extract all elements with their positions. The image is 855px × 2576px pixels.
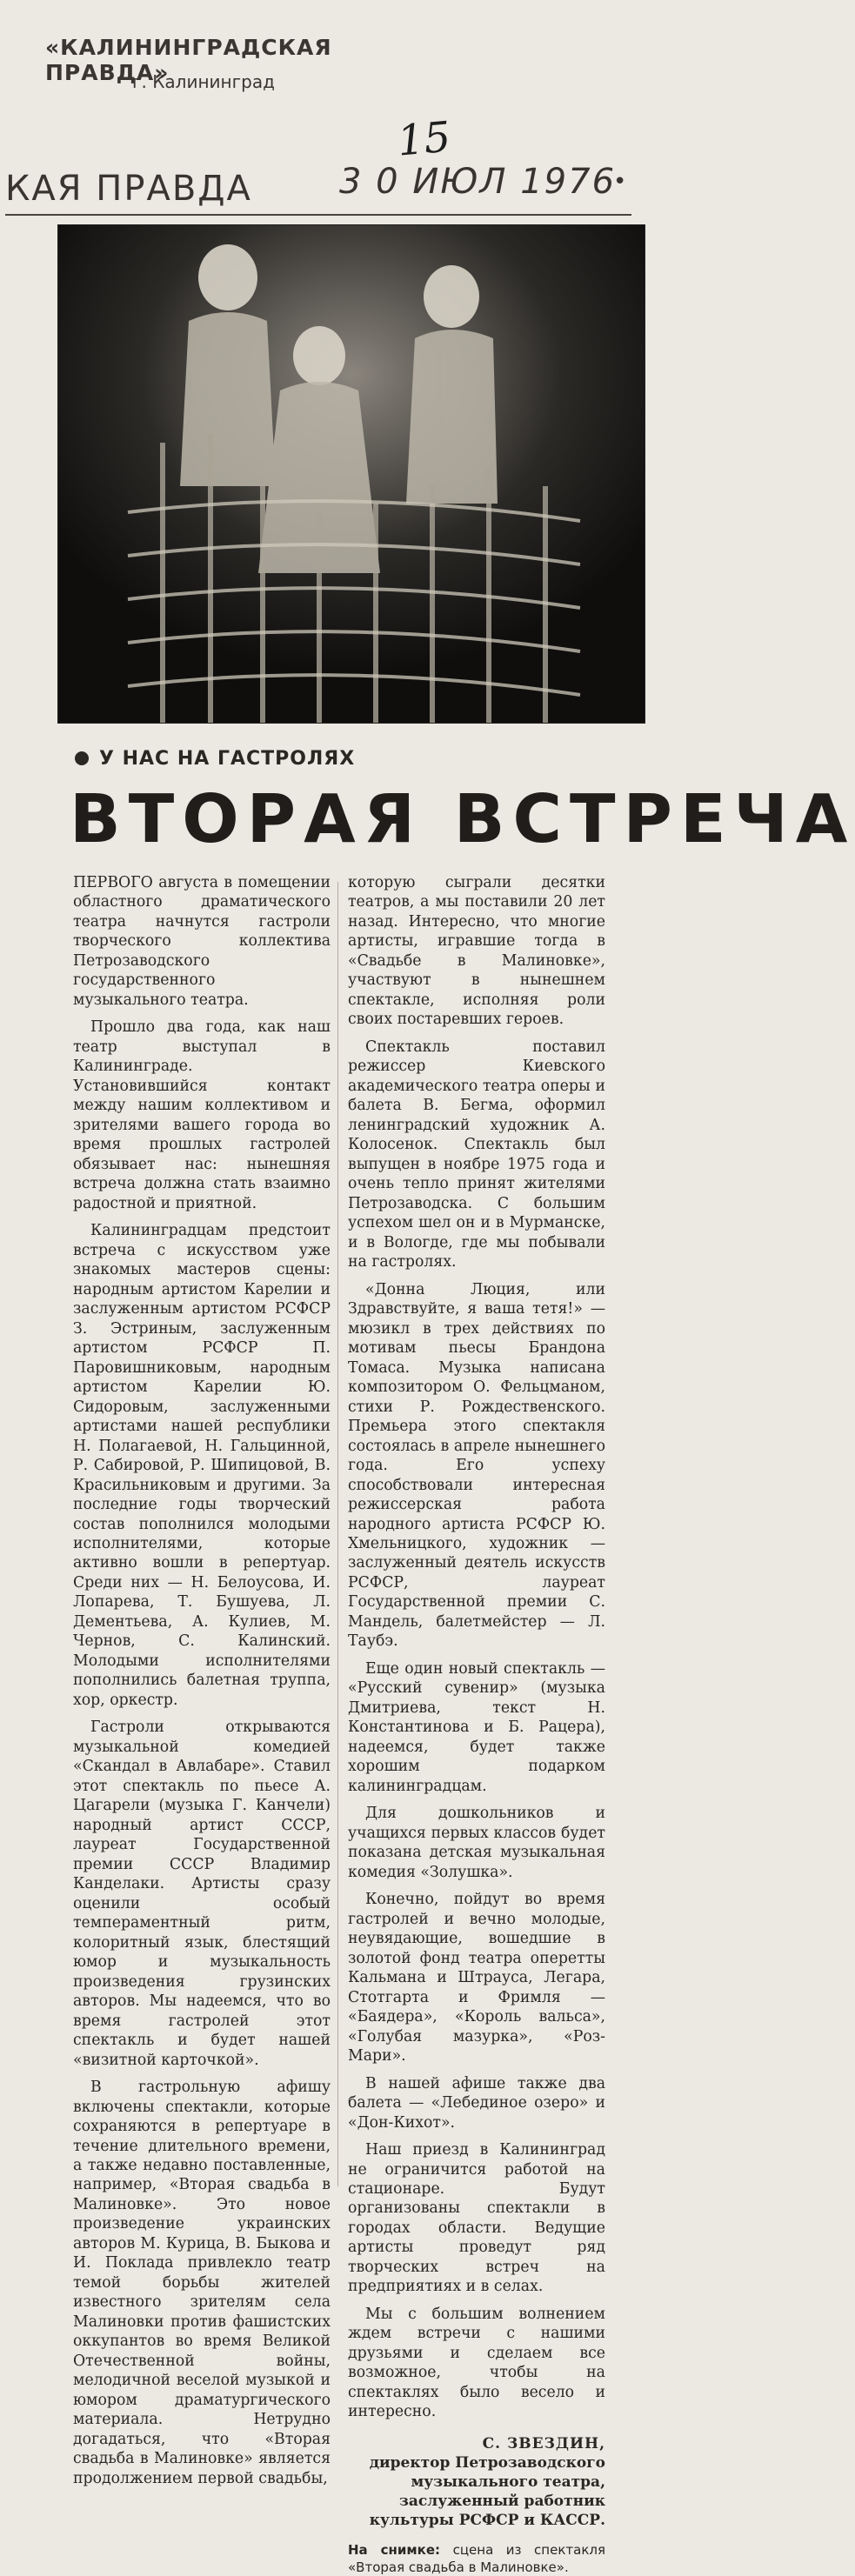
- paragraph: ПЕРВОГО августа в помещении областного драматического театра начнутся гастроли творческого коллектива Петрозаводского государственного музыкального театра.: [73, 874, 331, 1009]
- paragraph: «Донна Люция, или Здравствуйте, я ваша тетя!» — мюзикл в трех действиях по мотивам пьесы Брандона Томаса. Музыка написана композитором О. Фельцманом, стихи Р. Рождественского. Премьера этого спектакля состоялась в апреле нынешнего года. Его успеху способствовали интересная режиссерская работа народного артиста РСФСР Ю. Хмельницкого, художник — заслуженный деятель искусств РСФСР, лауреат Государственной премии С. Мандель, балетмейстер — Л. Таубэ.: [348, 1280, 605, 1651]
- paragraph: Прошло два года, как наш театр выступал в Калининграде. Установившийся контакт между нашим коллективом и зрителями вашего города во время прошлых гастролей обязывает нас: нынешняя встреча должна стать взаимно радостной и приятной.: [73, 1018, 331, 1212]
- rubric: [75, 748, 355, 770]
- author-name: С. ЗВЕЗДИН,: [482, 2434, 605, 2453]
- paragraph: Для дошкольников и учащихся первых классов будет показана детская музыкальная комедия «Золушка».: [348, 1805, 605, 1881]
- issue-date: 3 0 ИЮЛ 1976: [339, 162, 617, 202]
- bullet-icon: [75, 751, 89, 765]
- corner-mark: •: [613, 169, 627, 195]
- caption-label: На снимке:: [348, 2542, 441, 2559]
- paragraph: В нашей афише также два балета — «Лебединое озеро» и «Дон-Кихот».: [348, 2074, 605, 2132]
- photo-actors-icon: [58, 225, 645, 723]
- clipping-stamp: [45, 35, 453, 166]
- column-divider: [337, 882, 338, 2186]
- handwritten-mark: 15: [395, 112, 453, 166]
- caption-text: сцена из спектакля «Вторая свадьба в Малиновке».: [348, 2542, 605, 2575]
- paragraph: которую сыграли десятки театров, а мы поставили 20 лет назад. Интересно, что многие артисты, игравшие тогда в «Свадьбе в Малиновке», участвуют в нынешнем спектакле, исполняя роли своих постаревших героев.: [348, 874, 605, 1029]
- article-column-2: [348, 873, 605, 2576]
- paragraph: В гастрольную афишу включены спектакли, которые сохраняются в репертуаре в течение длительного времени, а также недавно поставленные, например, «Вторая свадьба в Малиновке». Это новое произведение украинских авторов М. Курица, В. Быкова и И. Поклада привлекло театр темой борьбы жителей известного зрителям села Малиновки против фашистских оккупантов во время Великой Отечественной войны, мелодичной веселой музыкой и юмором драматургического материала. Нетрудно догадаться, что «Вторая свадьба в Малиновке» является продолжением первой свадьбы,: [73, 2079, 331, 2487]
- newspaper-header: [5, 162, 631, 216]
- paragraph: Мы с большим волнением ждем встречи с нашими друзьями и сделаем все возможное, чтобы на спектаклях было весело и интересно.: [348, 2305, 605, 2421]
- author-signature: [348, 2434, 605, 2530]
- paragraph: Гастроли открываются музыкальной комедией «Скандал в Авлабаре». Ставил этот спектакль по пьесе А. Цагарели (музыка Г. Канчели) народный артист СССР, лауреат Государственной премии СССР Владимир Канделаки. Артисты сразу оценили особый темпераментный ритм, колоритный язык, блестящий юмор и музыкальность произведения грузинских авторов. Мы надеемся, что во время гастролей этот спектакль и будет нашей «визитной карточкой».: [73, 1718, 331, 2069]
- paper-name: КАЯ ПРАВДА: [5, 169, 252, 209]
- paragraph: Наш приезд в Калининград не ограничится работой на стационаре. Будут организованы спектакли в городах области. Ведущие артисты проведут ряд творческих встреч на предприятиях и в селах.: [348, 2141, 605, 2296]
- article-body: [0, 873, 669, 2575]
- stamp-city: г. Калининград: [132, 71, 275, 92]
- author-title: директор Петрозаводского музыкального театра, заслуженный работник культуры РСФСР и КАССР.: [369, 2453, 605, 2530]
- headline: ВТОРАЯ ВСТРЕЧА: [70, 781, 855, 858]
- rubric-text: У НАС НА ГАСТРОЛЯХ: [99, 748, 356, 770]
- stamp-newspaper-name: «КАЛИНИНГРАДСКАЯ ПРАВДА»: [45, 35, 332, 85]
- paragraph: Спектакль поставил режиссер Киевского академического театра оперы и балета В. Бегма, оформил ленинградский художник А. Колосенок. Спектакль был выпущен в ноябре 1975 года и очень тепло принят жителями Петрозаводска. С большим успехом шел он и в Мурманске, и в Вологде, где мы побывали на гастролях.: [348, 1038, 605, 1271]
- paragraph: Еще один новый спектакль — «Русский сувенир» (музыка Дмитриева, текст Н. Константинова и Б. Рацера), надеемся, будет также хорошим подарком калининградцам.: [348, 1659, 605, 1795]
- article-photo: [57, 224, 645, 724]
- paragraph: Калининградцам предстоит встреча с искусством уже знакомых мастеров сцены: народным артистом Карелии и заслуженным артистом РСФСР З. Эстриным, заслуженным артистом РСФСР П. Паровишниковым, народным артистом Карелии Ю. Сидоровым, заслуженными артистами нашей республики Н. Полагаевой, Н. Гальцинной, Р. Сабировой, Р. Шипицовой, В. Красильниковым и другими. За последние годы творческий состав пополнился молодыми исполнителями, которые активно вошли в репертуар. Среди них — Н. Белоусова, И. Лопарева, Т. Бушуева, Л. Дементьева, А. Кулиев, М. Чернов, С. Калинский. Молодыми исполнителями пополнились балетная труппа, хор, оркестр.: [73, 1222, 331, 1709]
- paragraph: Конечно, пойдут во время гастролей и вечно молодые, неувядающие, вошедшие в золотой фонд театра оперетты Кальмана и Штрауса, Легара, Стотгарта и Фримля — «Баядера», «Король вальса», «Голубая мазурка», «Роз-Мари».: [348, 1891, 605, 2065]
- article-column-1: [73, 873, 331, 2496]
- photo-caption: [348, 2542, 605, 2576]
